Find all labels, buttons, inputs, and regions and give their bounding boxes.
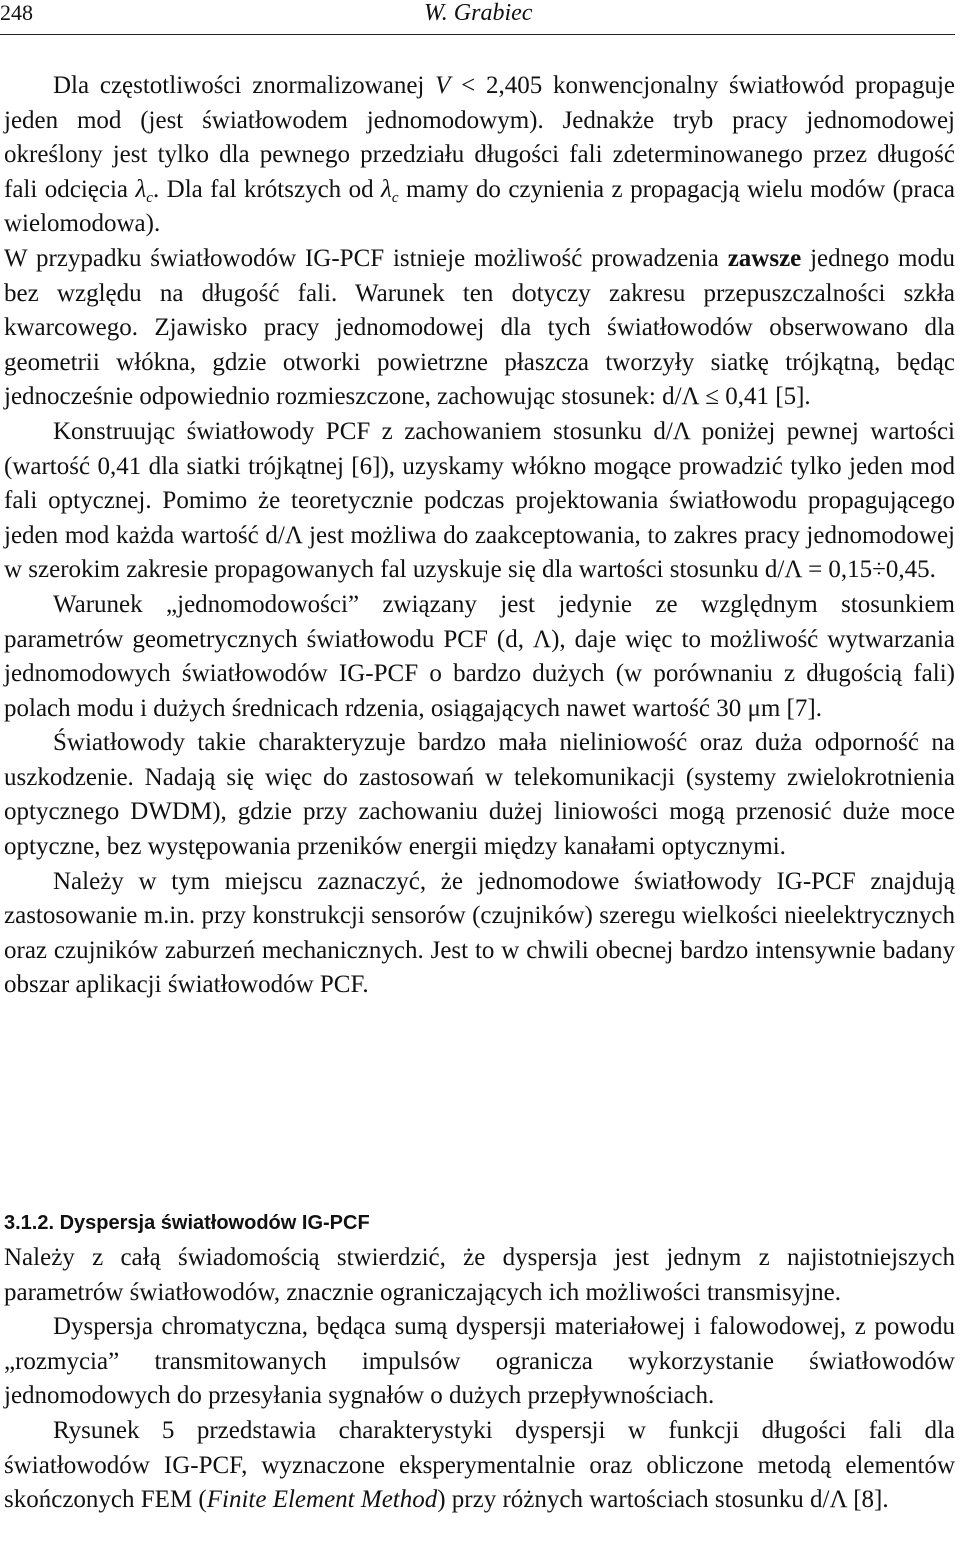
paragraph-4: Warunek „jednomodowości” związany jest jedynie ze względnym stosunkiem parametrów geometrycznych światłowodu PCF (d, Λ), daje więc to możliwość wytwarzania jednomodowych światłowodów IG-PCF o bardzo dużych (w porównaniu z długością fali) polach modu i dużych średnicach rdzenia, osiągających nawet wartość 30 μm [7]. bbox=[4, 590, 955, 722]
section-text bbox=[4, 1241, 955, 1518]
term-fem: Finite Element Method bbox=[206, 1486, 438, 1514]
paragraph-1: Dla częstotliwości znormalizowanej V < 2,405 konwencjonalny światłowód propaguje jeden mod (jest światłowodem jednomodowym). Jednakże tryb pracy jednomodowej określony jest tylko dla pewnego przedziału długości fali zdeterminowanego przez długość fali odcięcia $\lambda_c$. Dla fal krótszych od $\lambda_c$ mamy do czynienia z propagacją wielu modów (praca wielomodowa). bbox=[4, 72, 956, 238]
paragraph-3: Konstruując światłowody PCF z zachowaniem stosunku d/Λ poniżej pewnej wartości (wartość 0,41 dla siatki trójkątnej [6]), uzyskamy włókno mogące prowadzić tylko jeden mod fali optycznej. Pomimo że teoretycznie podczas projektowania światłowodu propagującego jeden mod każda wartość d/Λ jest możliwa do zaakceptowania, to zakres pracy jednomodowej w szerokim zakresie propagowanych fal uzyskuje się dla wartości stosunku d/Λ = 0,15÷0,45. bbox=[4, 417, 955, 584]
paragraph-5: Światłowody takie charakteryzuje bardzo mała nieliniowość oraz duża odporność na uszkodzenie. Nadają się więc do zastosowań w telekomunikacji (systemy zwielokrotnienia optycznego DWDM), gdzie przy zachowaniu dużej liniowości mogą przenosić duże moce optyczne, bez występowania przeników energii między kanałami optycznymi. bbox=[4, 729, 955, 861]
symbol-lambda: λ bbox=[381, 175, 392, 203]
paragraph-6: Należy w tym miejscu zaznaczyć, że jednomodowe światłowody IG-PCF znajdują zastosowanie m.in. przy konstrukcji sensorów (czujników) szeregu wielkości nieelektrycznych oraz czujników zaburzeń mechanicznych. Jest to w chwili obecnej bardzo intensywnie badany obszar aplikacji światłowodów PCF. bbox=[4, 867, 955, 999]
page-header bbox=[0, 0, 955, 35]
section-paragraph-3: Rysunek 5 przedstawia charakterystyki dyspersji w funkcji długości fali dla światłowodów IG-PCF, wyznaczone eksperymentalnie oraz obliczone metodą elementów skończonych FEM (Finite Element Method) przy różnych wartościach stosunku d/Λ [8]. bbox=[4, 1416, 955, 1514]
main-text bbox=[4, 69, 955, 1003]
section-paragraph-1: Należy z całą świadomością stwierdzić, że dyspersja jest jednym z najistotniejszych parametrów światłowodów, znacznie ograniczających ich możliwości transmisyjne. bbox=[4, 1244, 955, 1306]
symbol-v: V bbox=[435, 72, 451, 99]
paragraph-2: W przypadku światłowodów IG-PCF istnieje możliwość prowadzenia zawsze jednego modu bez względu na długość fali. Warunek ten dotyczy zakresu przepuszczalności szkła kwarcowego. Zjawisko pracy jednomodowej dla tych światłowodów obserwowano dla geometrii włókna, gdzie otworki powietrzne płaszcza tworzyły siatkę trójkątną, będąc jednocześnie odpowiednio rozmieszczone, zachowując stosunek: d/Λ ≤ 0,41 [5]. bbox=[4, 244, 955, 411]
running-title: W. Grabiec bbox=[424, 0, 533, 26]
section-paragraph-2: Dyspersja chromatyczna, będąca sumą dyspersji materiałowej i falowodowej, z powodu „rozmycia” transmitowanych impulsów ogranicza wykorzystanie światłowodów jednomodowych do przesyłania sygnałów o dużych przepływnościach. bbox=[4, 1313, 955, 1410]
emphasis-zawsze: zawsze bbox=[727, 244, 802, 272]
section-heading: 3.1.2. Dyspersja światłowodów IG-PCF bbox=[4, 1212, 370, 1234]
symbol-lambda: λ bbox=[135, 175, 147, 203]
page-number: 248 bbox=[0, 0, 33, 25]
